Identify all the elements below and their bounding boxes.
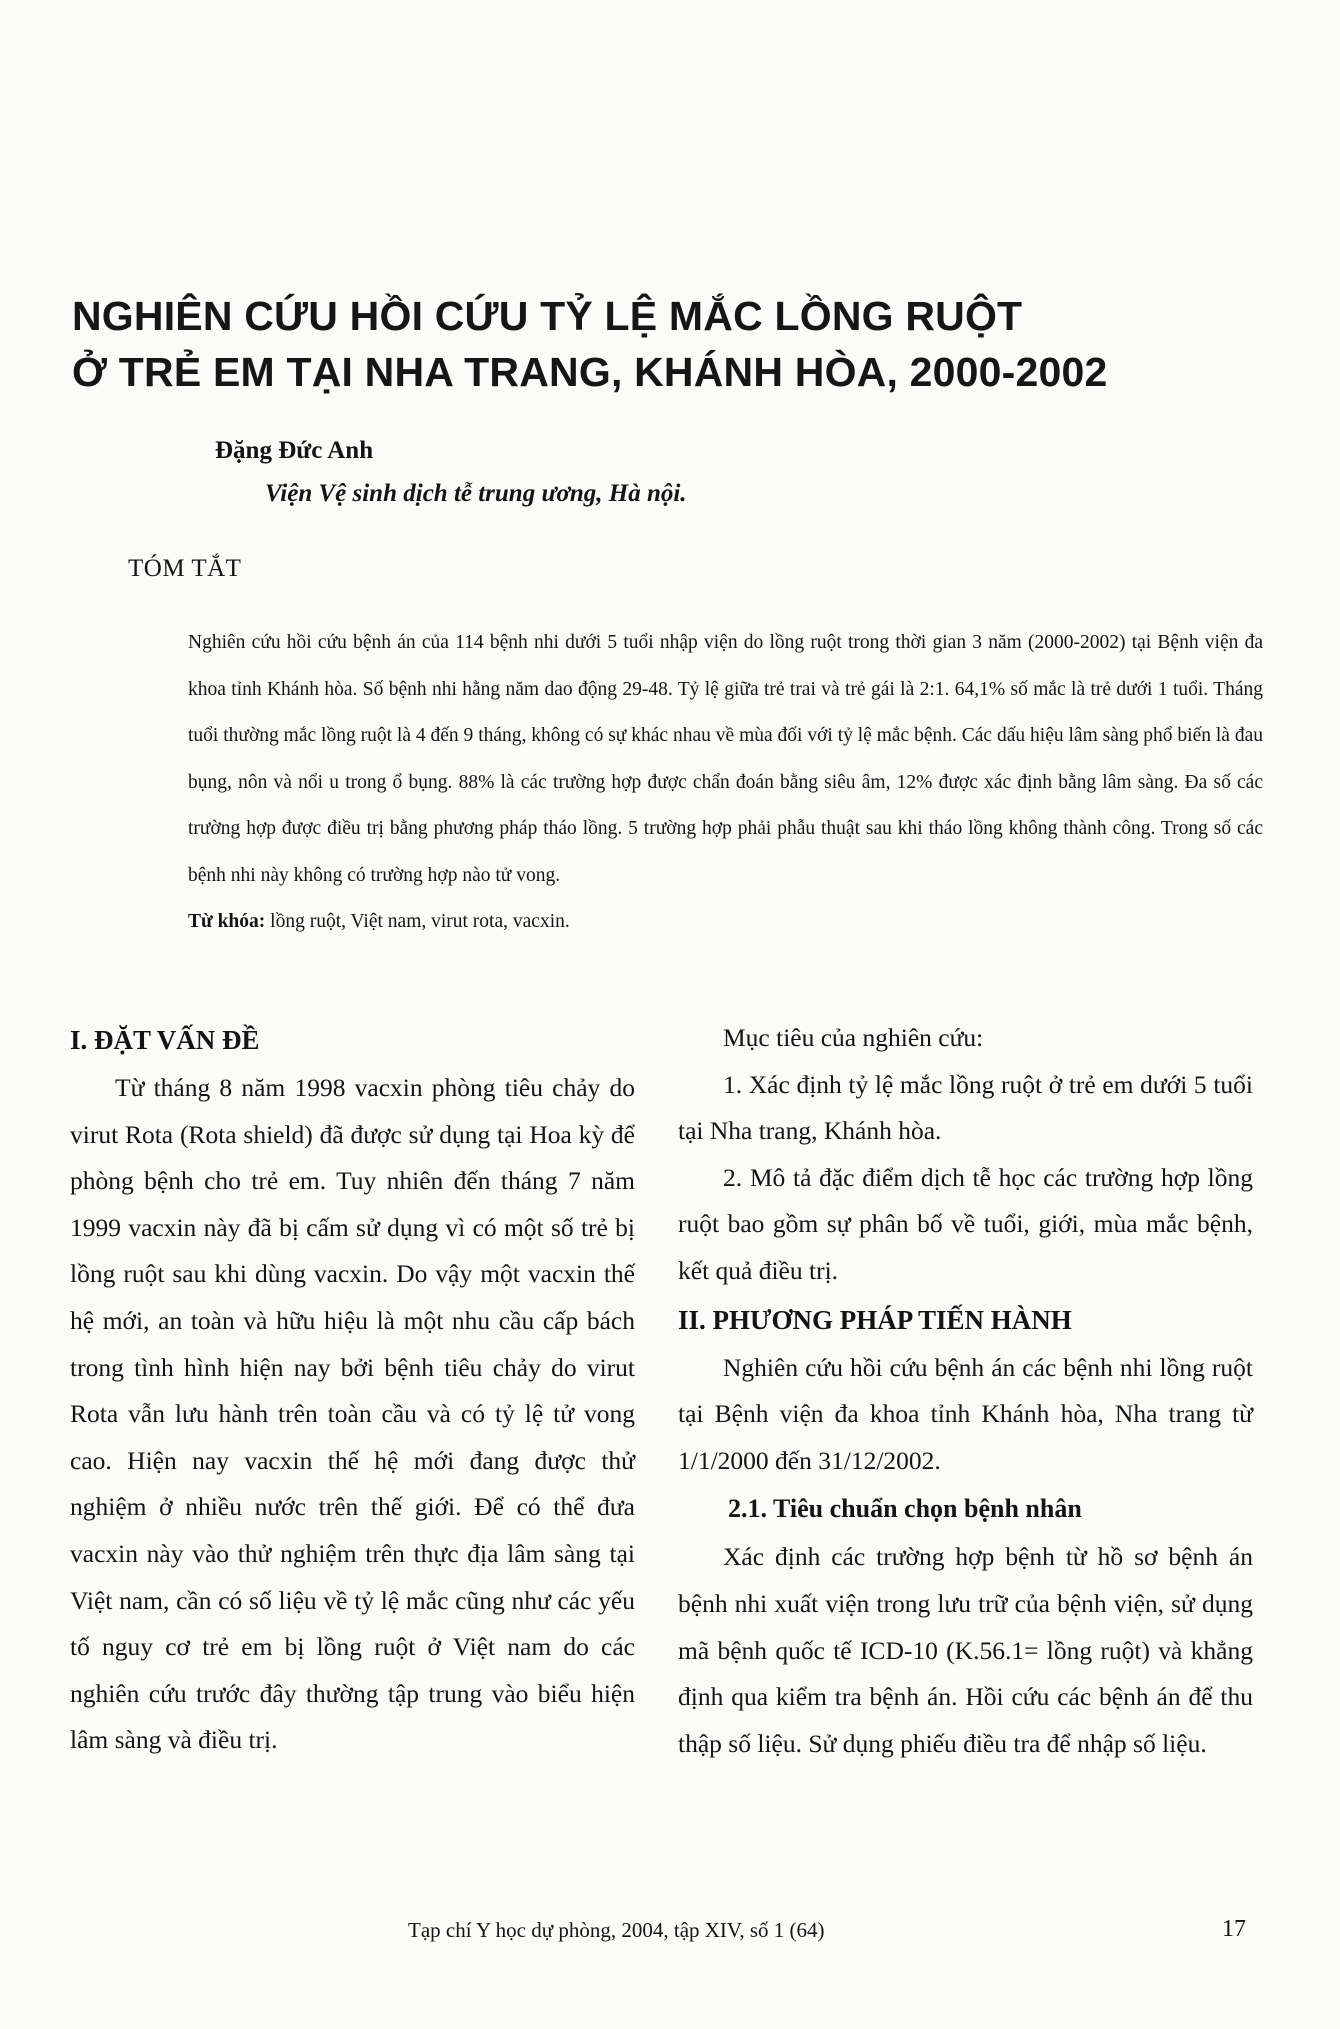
keywords-text: lồng ruột, Việt nam, virut rota, vacxin. [270, 911, 570, 932]
subsection-2-1-paragraph: Xác định các trường hợp bệnh từ hồ sơ bệnh án bệnh nhi xuất viện trong lưu trữ của bệnh viện, sử dụng mã bệnh quốc tế ICD-10 (K.56.1= lồng ruột) và khẳng định qua kiểm tra bệnh án. Hồi cứu các bệnh án để thu thập số liệu. Sử dụng phiếu điều tra để nhập số liệu. [678, 1542, 1253, 1758]
objectives-intro: Mục tiêu của nghiên cứu: [723, 1023, 984, 1052]
subsection-2-1-heading: 2.1. Tiêu chuẩn chọn bệnh nhân [728, 1494, 1082, 1524]
title-line-2: Ở TRẺ EM TẠI NHA TRANG, KHÁNH HÒA, 2000-2002 [72, 349, 1108, 395]
article-title [72, 288, 1152, 400]
keywords-line [188, 899, 1263, 946]
section-1-heading: I. ĐẶT VẤN ĐỀ [70, 1025, 260, 1055]
footer-journal-citation: Tạp chí Y học dự phòng, 2004, tập XIV, số 1 (64) [408, 1918, 825, 1942]
left-column [70, 1015, 635, 1764]
objective-item-2: 2. Mô tả đặc điểm dịch tễ học các trường hợp lồng ruột bao gồm sự phân bố về tuổi, giới, mùa mắc bệnh, kết quả điều trị. [678, 1162, 1253, 1285]
abstract-heading: TÓM TẮT [128, 555, 242, 582]
objective-item-1: 1. Xác định tỷ lệ mắc lồng ruột ở trẻ em dưới 5 tuổi tại Nha trang, Khánh hòa. [678, 1069, 1253, 1146]
section-2-heading: II. PHƯƠNG PHÁP TIẾN HÀNH [678, 1304, 1072, 1335]
page-number: 17 [1222, 1916, 1246, 1942]
author-affiliation: Viện Vệ sinh dịch tễ trung ương, Hà nội. [265, 480, 687, 507]
section-1-paragraph: Từ tháng 8 năm 1998 vacxin phòng tiêu chảy do virut Rota (Rota shield) đã được sử dụng tại Hoa kỳ để phòng bệnh cho trẻ em. Tuy nhiên đến tháng 7 năm 1999 vacxin này đã bị cấm sử dụng vì có một số trẻ bị lồng ruột sau khi dùng vacxin. Do vậy một vacxin thế hệ mới, an toàn và hữu hiệu là một nhu cầu cấp bách trong tình hình hiện nay bởi bệnh tiêu chảy do virut Rota vẫn lưu hành trên toàn cầu và có tỷ lệ tử vong cao. Hiện nay vacxin thế hệ mới đang được thử nghiệm ở nhiều nước trên thế giới. Để có thể đưa vacxin này vào thử nghiệm trên thực địa lâm sàng tại Việt nam, cần có số liệu về tỷ lệ mắc cũng như các yếu tố nguy cơ trẻ em bị lồng ruột ở Việt nam do các nghiên cứu trước đây thường tập trung vào biểu hiện lâm sàng và điều trị. [70, 1073, 635, 1755]
author-name: Đặng Đức Anh [215, 437, 374, 464]
right-column [678, 1015, 1253, 1767]
section-2-paragraph: Nghiên cứu hồi cứu bệnh án các bệnh nhi lồng ruột tại Bệnh viện đa khoa tỉnh Khánh hòa, Nha trang từ 1/1/2000 đến 31/12/2002. [678, 1352, 1253, 1475]
title-line-1: NGHIÊN CỨU HỒI CỨU TỶ LỆ MẮC LỒNG RUỘT [72, 293, 1023, 339]
abstract-block [188, 620, 1263, 946]
abstract-text: Nghiên cứu hồi cứu bệnh án của 114 bệnh nhi dưới 5 tuổi nhập viện do lồng ruột trong thời gian 3 năm (2000-2002) tại Bệnh viện đa khoa tỉnh Khánh hòa. Số bệnh nhi hằng năm dao động 29-48. Tỷ lệ giữa trẻ trai và trẻ gái là 2:1. 64,1% số mắc là trẻ dưới 1 tuổi. Tháng tuổi thường mắc lồng ruột là 4 đến 9 tháng, không có sự khác nhau về mùa đối với tỷ lệ mắc bệnh. Các dấu hiệu lâm sàng phổ biến là đau bụng, nôn và nổi u trong ổ bụng. 88% là các trường hợp được chẩn đoán bằng siêu âm, 12% được xác định bằng lâm sàng. Đa số các trường hợp được điều trị bằng phương pháp tháo lồng. 5 trường hợp phải phẫu thuật sau khi tháo lồng không thành công. Trong số các bệnh nhi này không có trường hợp nào tử vong. [188, 632, 1263, 886]
keywords-label: Từ khóa: [188, 911, 266, 932]
